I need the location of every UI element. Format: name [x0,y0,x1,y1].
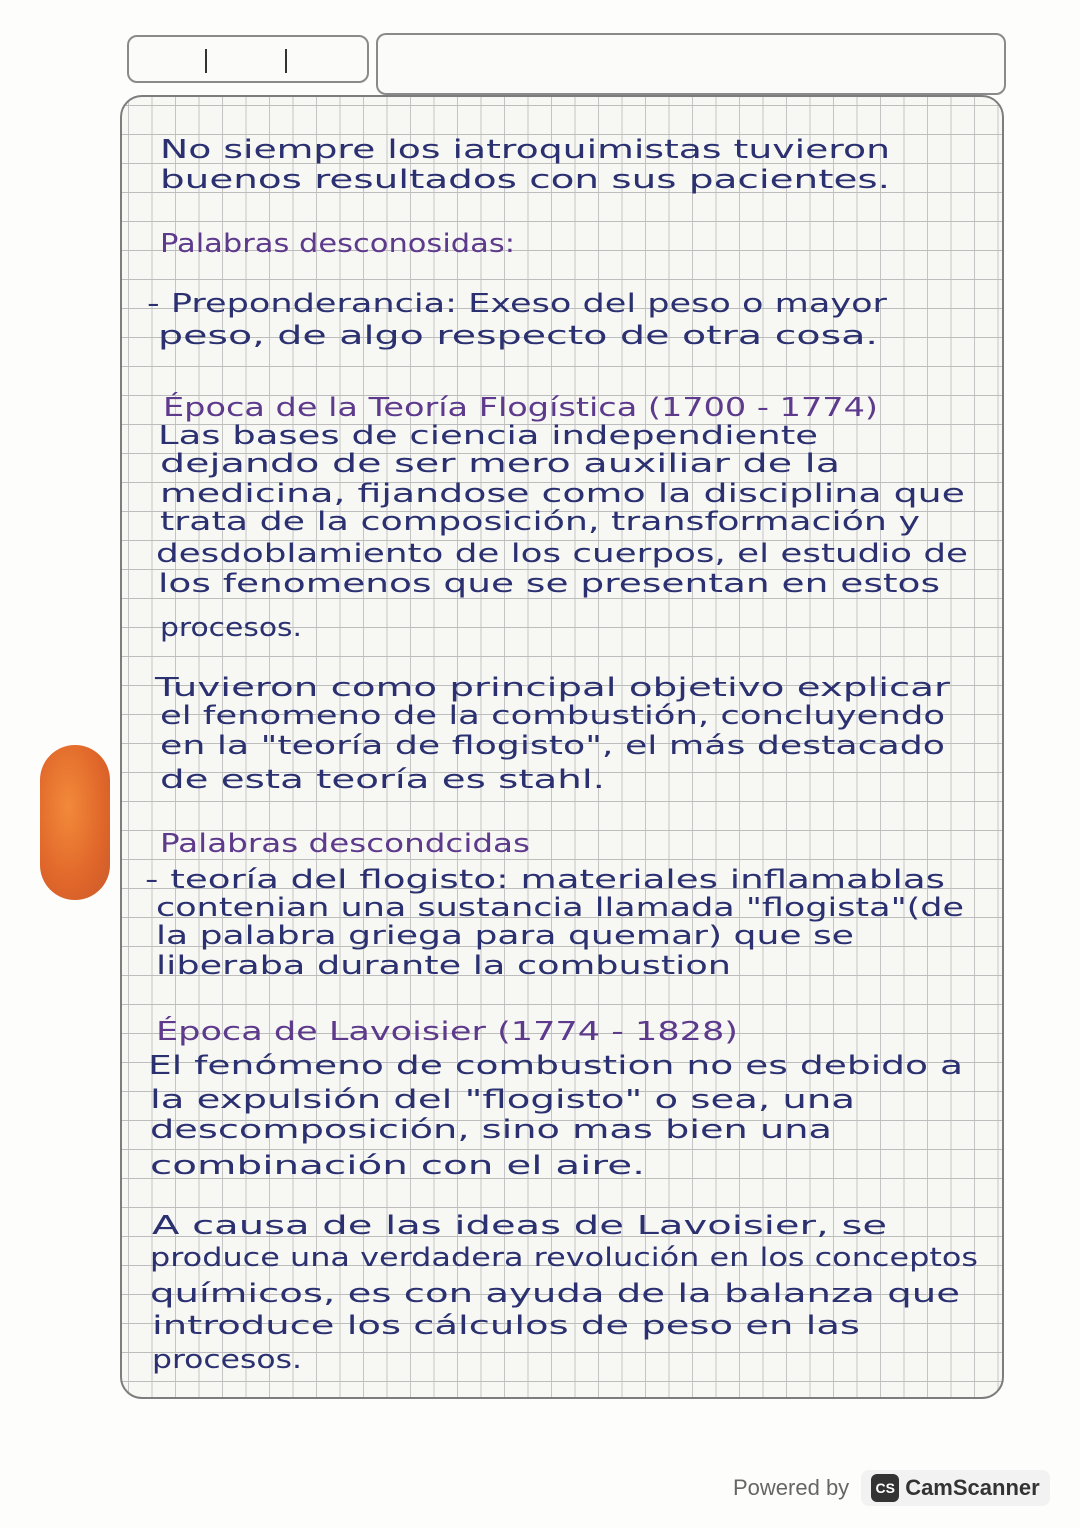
note-line: - teoría del flogisto: materiales inflamablas [145,865,945,895]
note-line: No siempre los iatroquimistas tuvieron [160,135,890,165]
camscanner-logo-icon: CS [871,1474,899,1502]
note-line: los fenomenos que se presentan en estos [158,569,940,599]
section-heading: Palabras desconosidas: [160,229,515,259]
section-heading: Época de la Teoría Flogística (1700 - 1774) [163,393,718,423]
note-line: introduce los cálculos de peso en las [152,1311,860,1341]
note-line: procesos. [160,613,302,643]
note-line: El fenómeno de combustion no es debido a [148,1051,963,1081]
note-line: desdoblamiento de los cuerpos, el estudio de [156,539,968,569]
note-line: de esta teoría es stahl. [160,765,605,795]
camscanner-brand: CamScanner [905,1475,1040,1500]
note-line: la palabra griega para quemar) que se [156,921,854,951]
note-line: combinación con el aire. [150,1151,645,1181]
note-line: químicos, es con ayuda de la balanza que [150,1279,960,1309]
note-line: el fenomeno de la combustión, concluyendo [160,701,945,731]
note-line: produce una verdadera revolución en los conceptos [150,1243,978,1273]
powered-by-label: Powered by [733,1475,850,1500]
note-line: dejando de ser mero auxiliar de la [160,449,840,479]
note-line: trata de la composición, transformación y [160,507,920,537]
note-line: descomposición, sino mas bien una [150,1115,832,1145]
camscanner-watermark [733,1468,1050,1508]
section-heading: Época de Lavoisier (1774 - 1828) [156,1017,588,1047]
note-line: Tuvieron como principal objetivo explicar [153,673,951,703]
camscanner-badge [861,1470,1050,1506]
note-line: liberaba durante la combustion [156,951,731,981]
note-line: procesos. [152,1345,302,1375]
note-line: medicina, fijandose como la disciplina que [160,479,965,509]
note-line: peso, de algo respecto de otra cosa. [158,321,878,351]
note-line: Las bases de ciencia independiente [158,421,818,451]
note-line: en la "teoría de flogisto", el más destacado [160,731,945,761]
note-line: - Preponderancia: Exeso del peso o mayor [147,289,888,319]
note-line: la expulsión del "flogisto" o sea, una [150,1085,855,1115]
section-heading: Palabras descondcidas [160,829,530,859]
note-line: contenian una sustancia llamada "flogista"(de [156,893,964,923]
note-line: buenos resultados con sus pacientes. [160,165,890,195]
note-line: A causa de las ideas de Lavoisier, se [152,1211,887,1241]
